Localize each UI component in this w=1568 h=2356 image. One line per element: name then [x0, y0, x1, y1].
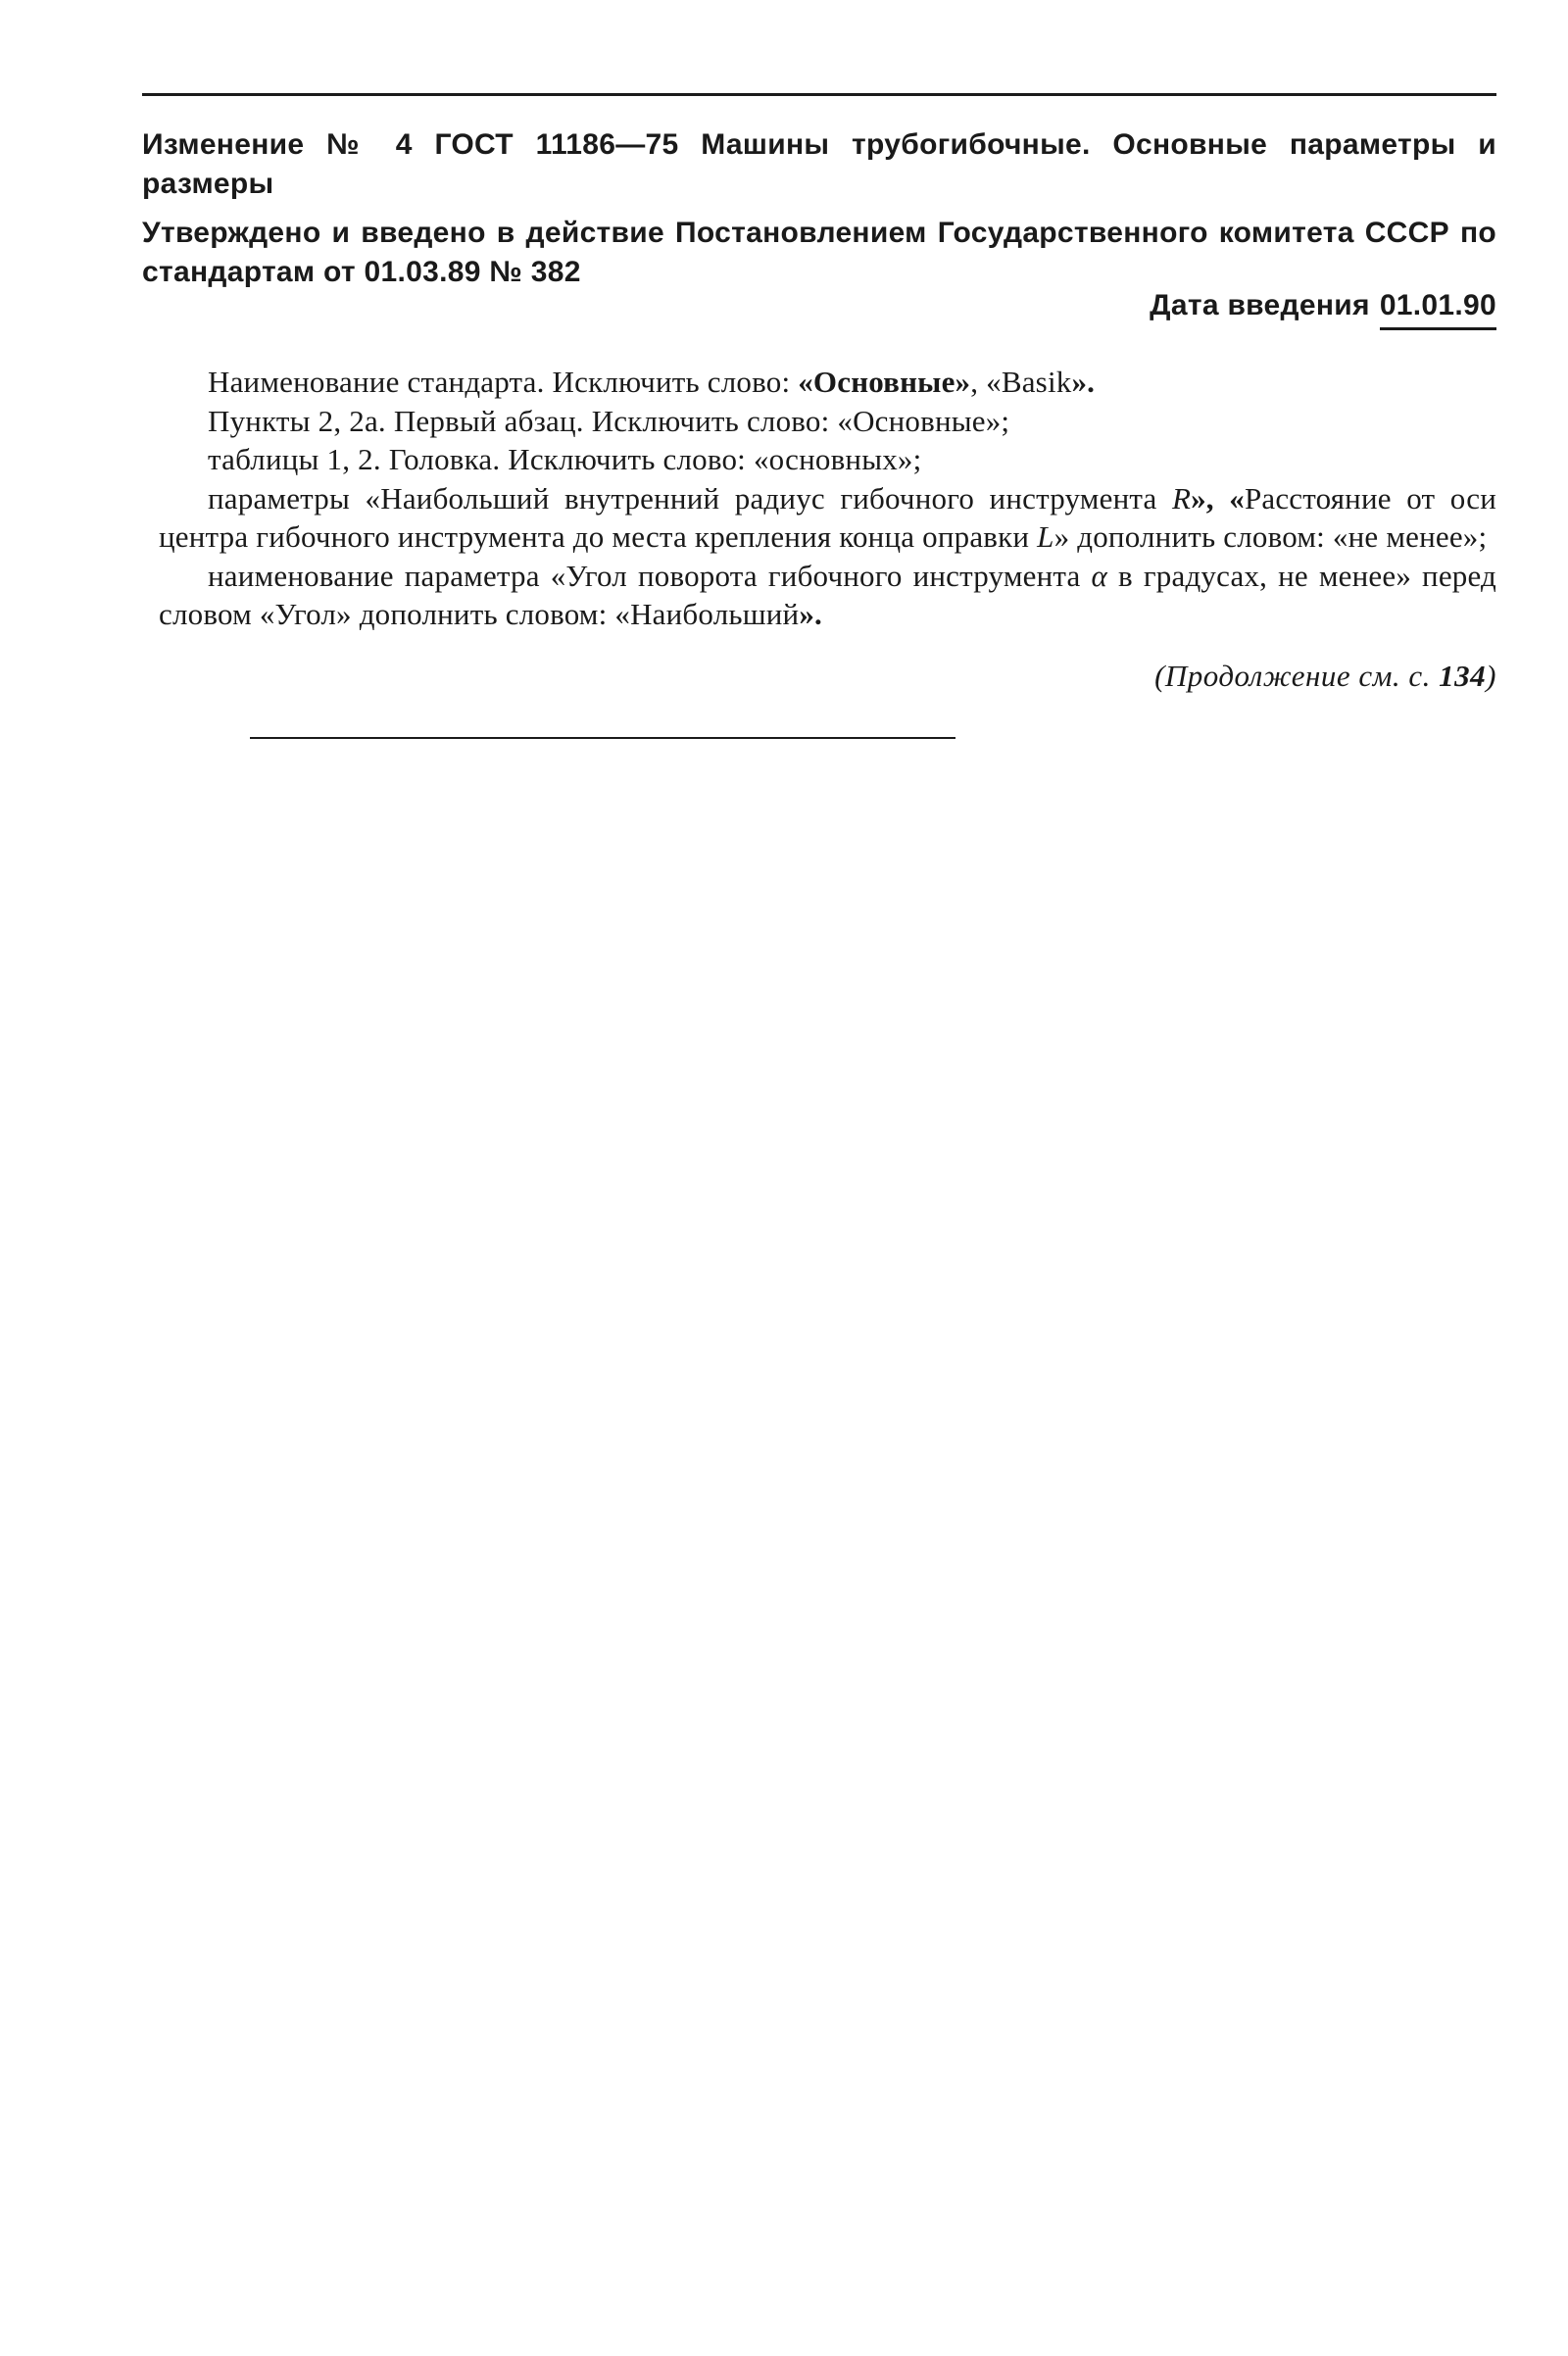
paragraph-parameters	[159, 479, 1496, 557]
amendment-header	[142, 125, 1496, 204]
p4-end: » дополнить словом: «не менее»;	[1054, 519, 1488, 554]
p4-start: параметры «Наибольший внутренний радиус гибочного инструмента	[208, 480, 1172, 515]
paragraph-items: Пункты 2, 2а. Первый абзац. Исключить слово: «Основные»;	[208, 403, 1010, 438]
p1-end: ».	[1071, 365, 1096, 399]
p5-mid: в градусах, не менее» перед словом «Угол» дополнить словом: «Наибольший	[159, 558, 1497, 631]
amendment-title: Изменение № 4 ГОСТ 11186—75 Машины трубогибочные. Основные параметры и размеры	[142, 128, 1496, 200]
amendment-body	[159, 363, 1496, 634]
top-rule	[142, 93, 1496, 96]
p1-bold-word: «Основные»	[798, 365, 971, 399]
paragraph-standard-name	[159, 363, 1496, 402]
continuation-close: )	[1486, 659, 1496, 693]
approval-statement: Утверждено и введено в действие Постановлением Государственного комитета СССР по стандартам от 01.03.89 № 382	[142, 217, 1496, 288]
p5-symbol-alpha: α	[1091, 558, 1107, 593]
continuation-note	[1154, 657, 1496, 696]
p1-sep: , «Basik	[970, 365, 1072, 399]
p4-mid: Расстояние от оси центра гибочного инструмента до места крепления конца оправки	[159, 480, 1496, 554]
continuation-text: (Продолжение см. с.	[1154, 659, 1440, 693]
introduction-date	[1150, 286, 1496, 330]
p5-end: ».	[799, 597, 823, 631]
p4-symbol-r: R	[1171, 480, 1192, 515]
p4-symbol-l: L	[1037, 519, 1054, 554]
p5-start: наименование параметра «Угол поворота гибочного инструмента	[208, 558, 1092, 593]
introduction-date-value: 01.01.90	[1380, 286, 1496, 330]
paragraph-tables: таблицы 1, 2. Головка. Исключить слово: «основных»;	[208, 442, 922, 476]
introduction-date-label: Дата введения	[1150, 289, 1370, 321]
bottom-rule	[250, 737, 956, 739]
continuation-page: 134	[1439, 659, 1487, 693]
p1-text: Наименование стандарта. Исключить слово:	[208, 365, 799, 399]
paragraph-angle	[159, 557, 1496, 634]
p4-mid-bold: », «	[1191, 480, 1245, 515]
